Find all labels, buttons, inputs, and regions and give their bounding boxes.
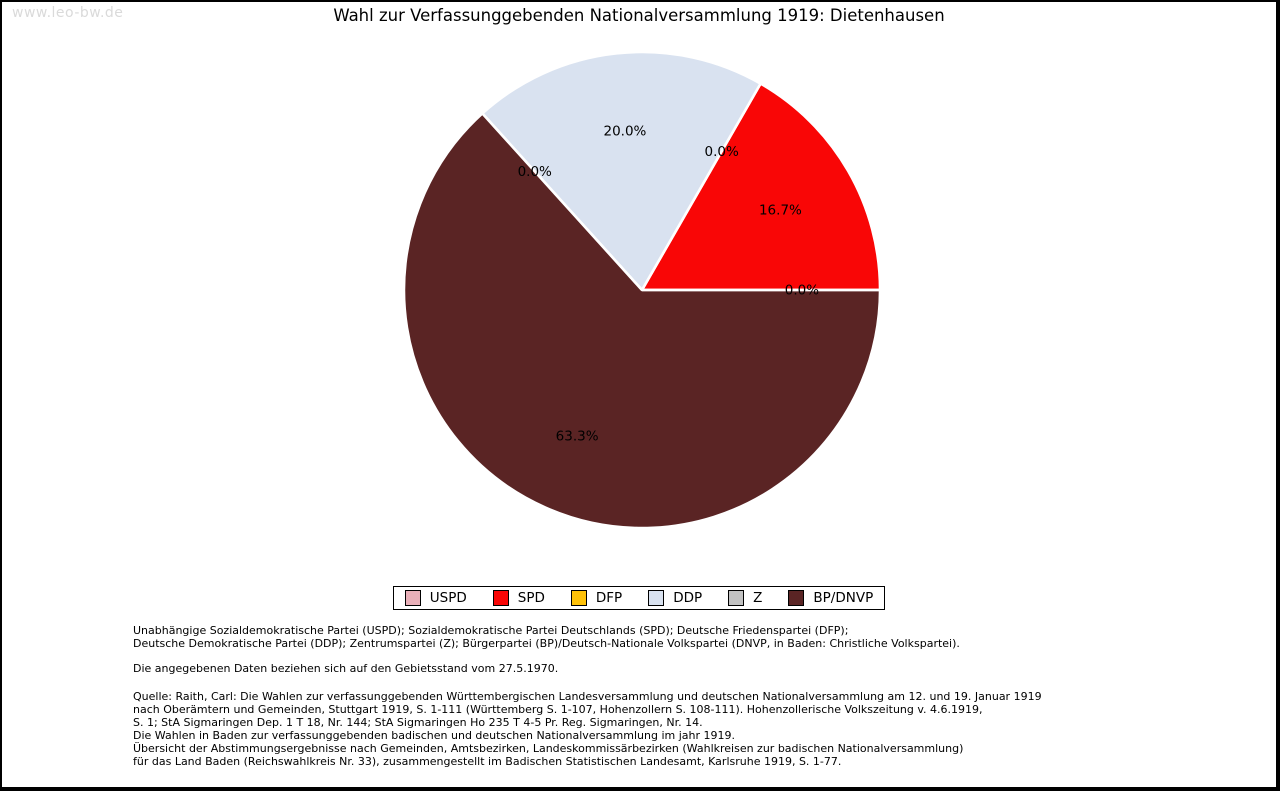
note-line: Unabhängige Sozialdemokratische Partei (USPD); Sozialdemokratische Partei Deutschlands (SPD); Deutsche Friedenspartei (DFP); xyxy=(133,624,849,637)
legend-swatch xyxy=(788,590,804,606)
legend-item xyxy=(405,590,467,606)
note-line: Die Wahlen in Baden zur verfassunggebenden badischen und deutschen Nationalversammlung im jahr 1919. xyxy=(133,729,736,742)
pie-percent-label: 0.0% xyxy=(704,143,739,160)
legend-swatch xyxy=(493,590,509,606)
legend-label: USPD xyxy=(429,590,467,606)
legend-item xyxy=(648,590,702,606)
party-definitions xyxy=(133,624,1042,650)
legend-item xyxy=(571,590,622,606)
footnotes xyxy=(133,624,1042,768)
note-line: Quelle: Raith, Carl: Die Wahlen zur verfassunggebenden Württembergischen Landesversammlung und deutschen Nationalversammlung am 12. und 19. Januar 1919 xyxy=(133,690,1042,703)
legend-item xyxy=(788,590,873,606)
note-line: nach Oberämtern und Gemeinden, Stuttgart 1919, S. 1-111 (Württemberg S. 1-107, Hohenzollern S. 108-111). Hohenzollerische Volkszeitung v. 4.6.1919, xyxy=(133,703,983,716)
chart-title: Wahl zur Verfassunggebenden Nationalversammlung 1919: Dietenhausen xyxy=(333,6,945,25)
legend-label: BP/DNVP xyxy=(813,590,874,606)
note-line: S. 1; StA Sigmaringen Dep. 1 T 18, Nr. 144; StA Sigmaringen Ho 235 T 4-5 Pr. Reg. Sigmaringen, Nr. 14. xyxy=(133,716,703,729)
legend-swatch xyxy=(405,590,421,606)
legend-swatch xyxy=(571,590,587,606)
note-line: Übersicht der Abstimmungsergebnisse nach Gemeinden, Amtsbezirken, Landeskommissärbezirken (Wahlkreisen zur badischen Nationalversammlung) xyxy=(133,742,964,755)
legend-label: Z xyxy=(753,590,763,606)
pie-percent-label: 0.0% xyxy=(784,282,820,299)
source-note xyxy=(133,690,1042,768)
pie-chart xyxy=(2,2,1280,582)
pie-percent-label: 16.7% xyxy=(758,202,802,219)
data-note: Die angegebenen Daten beziehen sich auf den Gebietsstand vom 27.5.1970. xyxy=(133,662,559,675)
note-line: Deutsche Demokratische Partei (DDP); Zentrumspartei (Z); Bürgerpartei (BP)/Deutsch-Nationale Volkspartei (DNVP, in Baden: Christliche Volkspartei). xyxy=(133,637,960,650)
legend-label: SPD xyxy=(517,590,545,606)
pie-percent-label: 20.0% xyxy=(603,123,647,140)
legend-swatch xyxy=(648,590,664,606)
legend-label: DFP xyxy=(595,590,623,606)
legend-item xyxy=(728,590,762,606)
legend-row xyxy=(2,586,1276,610)
legend xyxy=(393,586,885,610)
pie-percent-label: 63.3% xyxy=(555,428,599,445)
pie-percent-label: 0.0% xyxy=(517,163,552,180)
legend-swatch xyxy=(728,590,744,606)
legend-item xyxy=(493,590,545,606)
watermark: www.leo-bw.de xyxy=(12,5,124,21)
legend-label: DDP xyxy=(673,590,703,606)
note-line: für das Land Baden (Reichswahlkreis Nr. 33), zusammengestellt im Badischen Statistischen Landesamt, Karlsruhe 1919, S. 1-77. xyxy=(133,755,842,768)
